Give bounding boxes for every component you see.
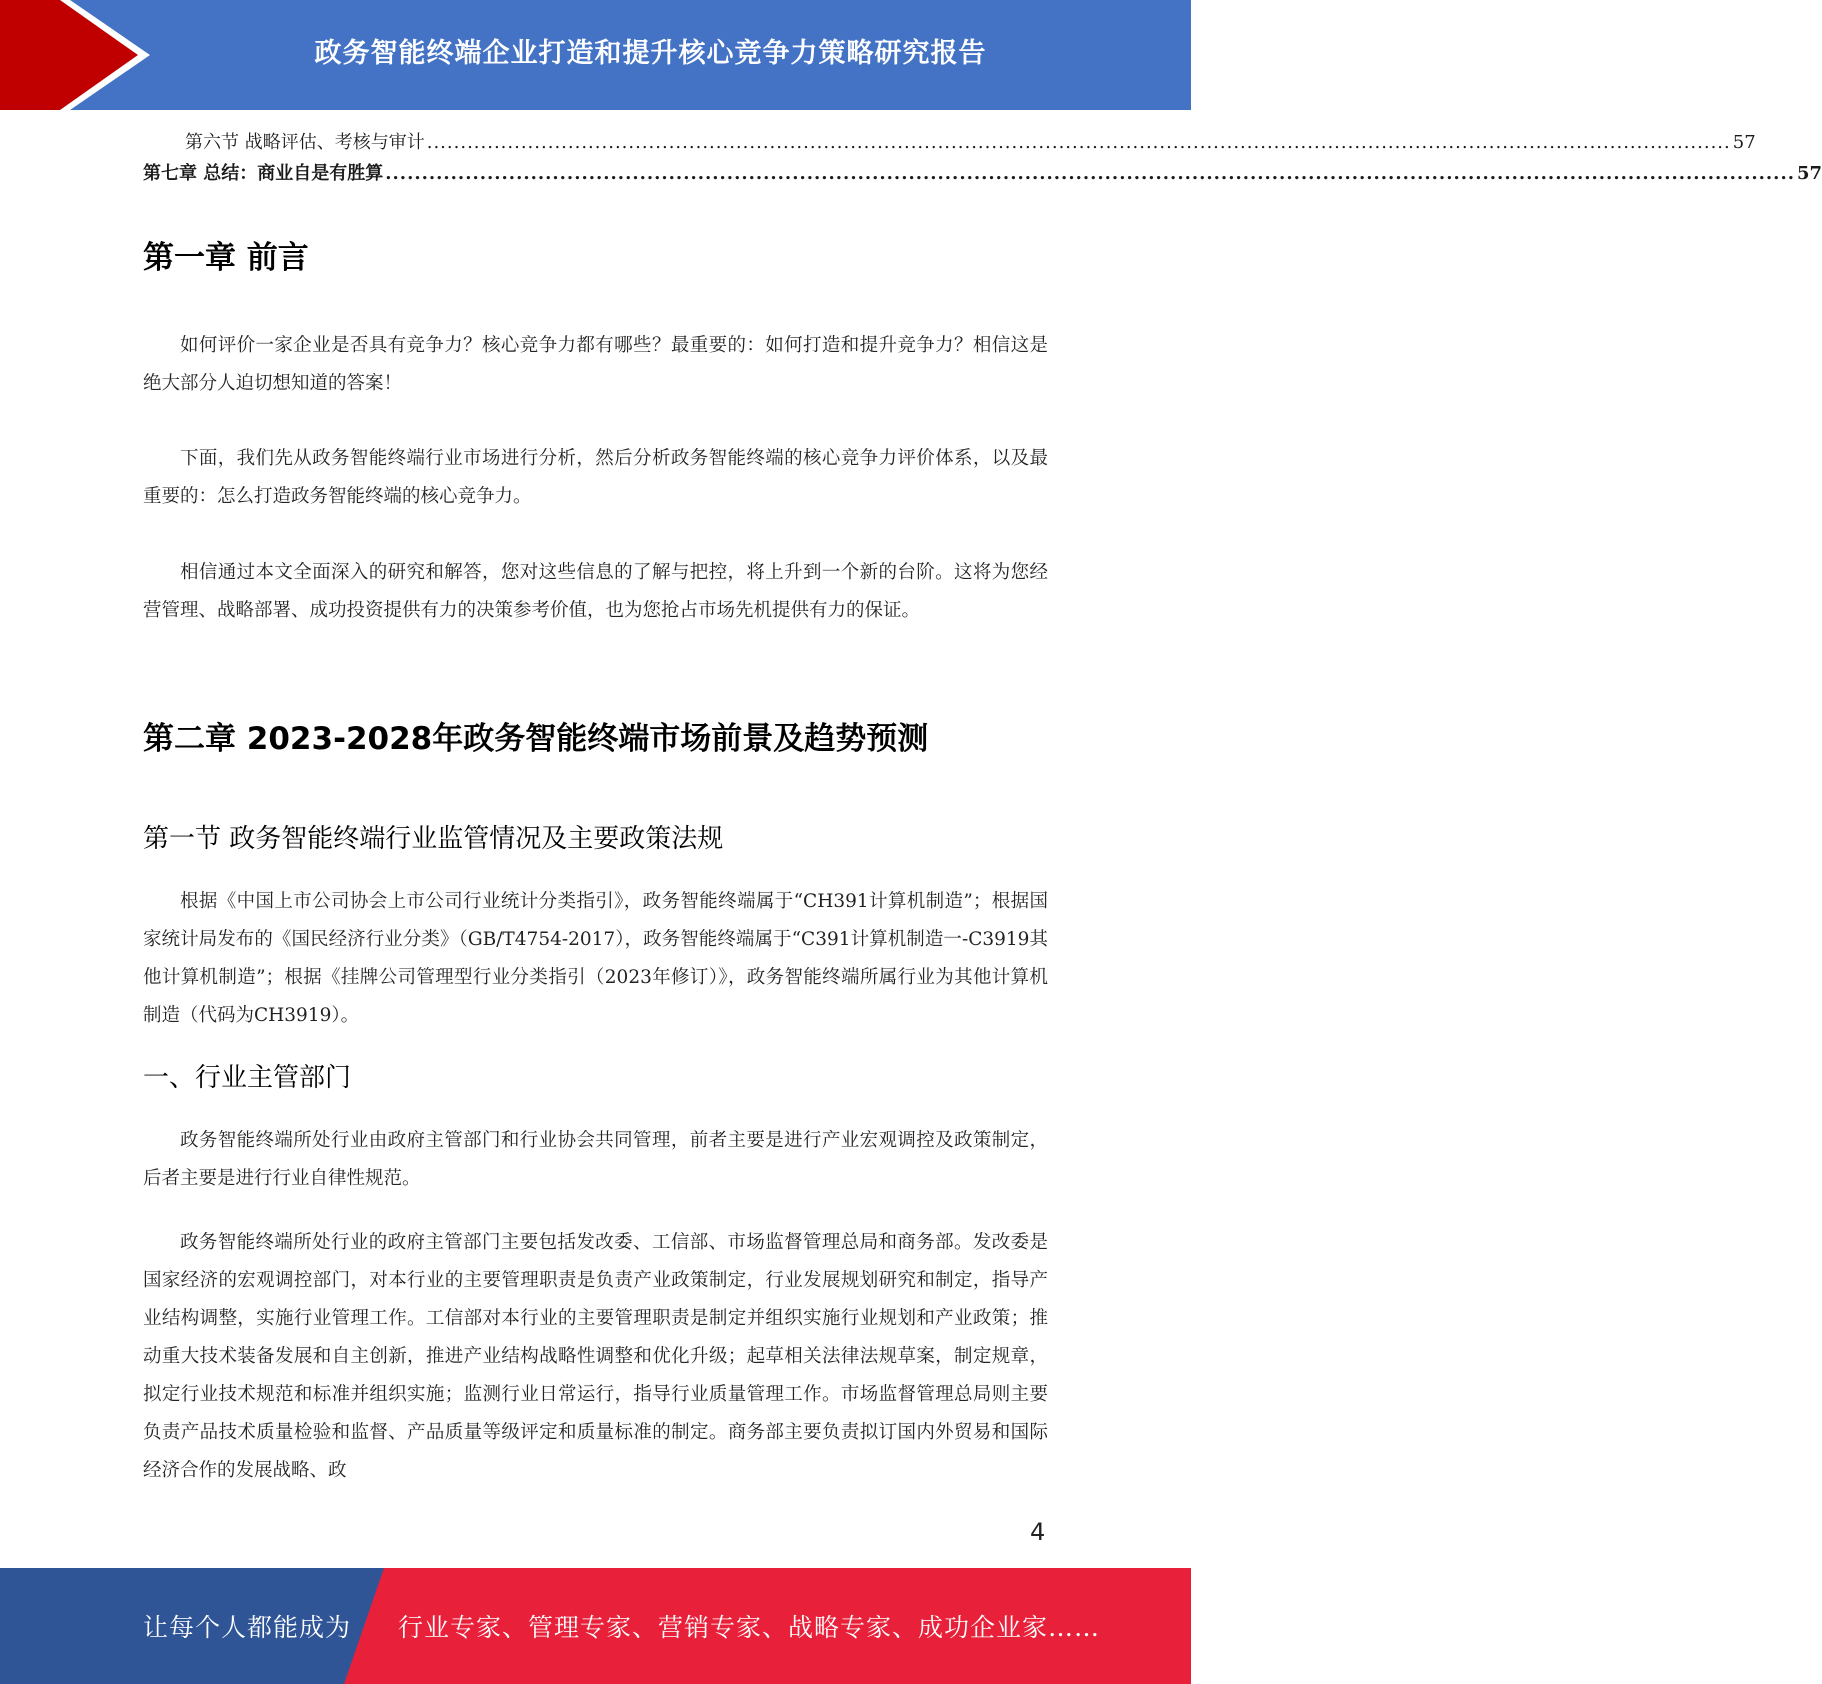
header-chevron-icon	[0, 0, 160, 110]
toc-leader: ..................................................................................................................................................................................................	[426, 132, 1731, 153]
toc-leader: ..................................................................................................................................................................................................	[385, 163, 1795, 184]
paragraph: 政务智能终端所处行业由政府主管部门和行业协会共同管理，前者主要是进行产业宏观调控及政策制定，后者主要是进行行业自律性规范。	[143, 1130, 1048, 1189]
section-heading: 第一节 政务智能终端行业监管情况及主要政策法规	[143, 824, 724, 854]
page-number: 4	[1030, 1518, 1046, 1546]
toc-item-title: 第六节 战略评估、考核与审计	[185, 132, 425, 153]
header-bar	[0, 0, 1191, 110]
footer-slogan-left: 让每个人都能成为	[143, 1613, 352, 1642]
paragraph: 下面，我们先从政务智能终端行业市场进行分析，然后分析政务智能终端的核心竞争力评价体系，以及最重要的：怎么打造政务智能终端的核心竞争力。	[143, 448, 1048, 507]
toc-item-title: 第七章 总结：商业自是有胜算	[143, 163, 384, 184]
toc-item-page: 57	[1797, 163, 1822, 184]
chapter-heading: 第一章 前言	[143, 240, 309, 276]
footer-slogan-right: 行业专家、管理专家、营销专家、战略专家、成功企业家……	[398, 1613, 1101, 1642]
toc-item-page: 57	[1732, 132, 1756, 153]
subsection-heading: 一、行业主管部门	[143, 1063, 352, 1093]
paragraph: 根据《中国上市公司协会上市公司行业统计分类指引》，政务智能终端属于“CH391计算机制造”；根据国家统计局发布的《国民经济行业分类》（GB/T4754-2017），政务智能终端属于“C391计算机制造一-C3919其他计算机制造”；根据《挂牌公司管理型行业分类指引（2023年修订）》，政务智能终端所属行业为其他计算机制造（代码为CH3919）。	[143, 891, 1048, 1026]
paragraph: 相信通过本文全面深入的研究和解答，您对这些信息的了解与把控，将上升到一个新的台阶。这将为您经营管理、战略部署、成功投资提供有力的决策参考价值，也为您抢占市场先机提供有力的保证。	[143, 562, 1048, 621]
report-title: 政务智能终端企业打造和提升核心竞争力策略研究报告	[314, 37, 987, 69]
footer-banner	[0, 1568, 1191, 1684]
paragraph: 政务智能终端所处行业的政府主管部门主要包括发改委、工信部、市场监督管理总局和商务部。发改委是国家经济的宏观调控部门，对本行业的主要管理职责是负责产业政策制定，行业发展规划研究和制定，指导产业结构调整，实施行业管理工作。工信部对本行业的主要管理职责是制定并组织实施行业规划和产业政策；推动重大技术装备发展和自主创新，推进产业结构战略性调整和优化升级；起草相关法律法规草案，制定规章，拟定行业技术规范和标准并组织实施；监测行业日常运行，指导行业质量管理工作。市场监督管理总局则主要负责产品技术质量检验和监督、产品质量等级评定和质量标准的制定。商务部主要负责拟订国内外贸易和国际经济合作的发展战略、政	[143, 1232, 1048, 1481]
chapter-heading: 第二章 2023-2028年政务智能终端市场前景及趋势预测	[143, 721, 929, 757]
toc-item[interactable]	[143, 130, 1756, 156]
paragraph: 如何评价一家企业是否具有竞争力？核心竞争力都有哪些？最重要的：如何打造和提升竞争力？相信这是绝大部分人迫切想知道的答案！	[143, 335, 1048, 394]
toc-item[interactable]	[143, 161, 1822, 187]
